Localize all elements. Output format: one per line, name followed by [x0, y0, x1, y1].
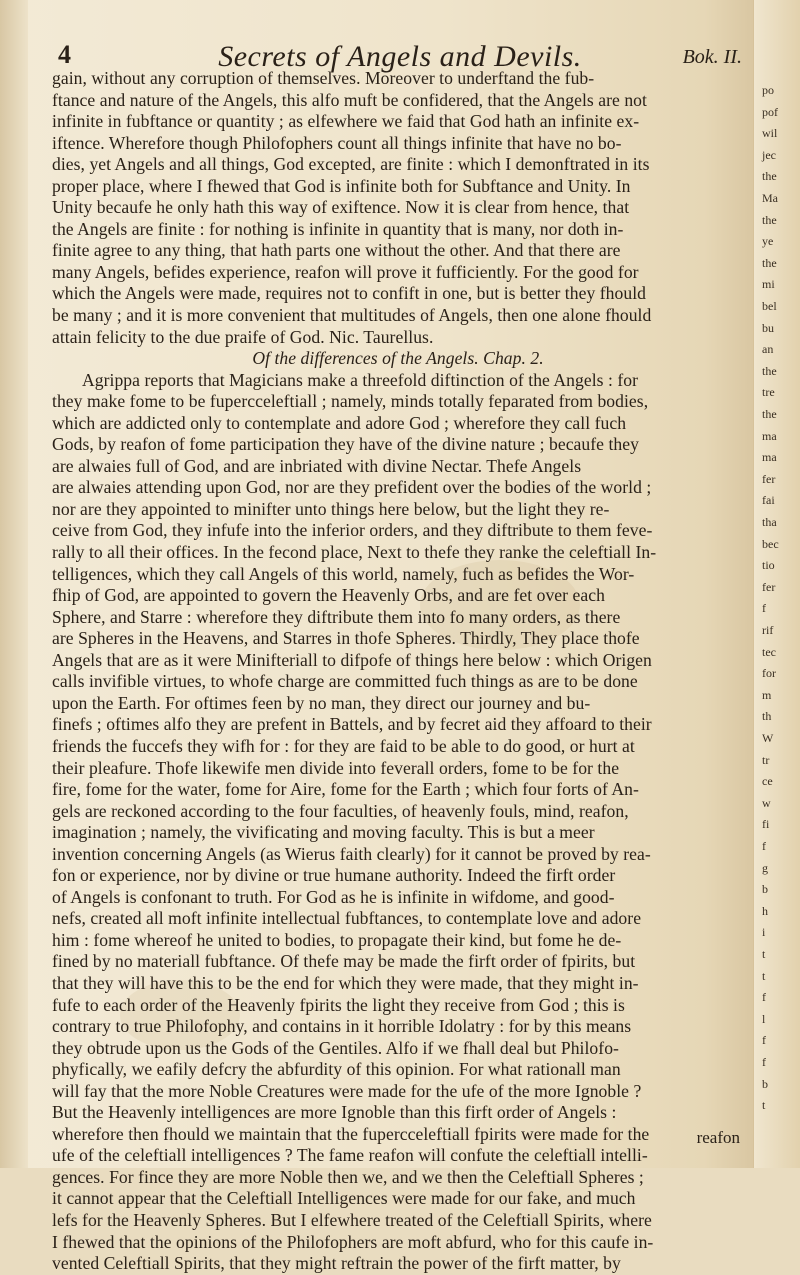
- text-line: ceive from God, they infufe into the inferior orders, and they diftribute to them feve-: [52, 520, 653, 541]
- margin-fragment: tec: [762, 644, 776, 659]
- page-body-text: [52, 68, 744, 1275]
- text-line: their pleafure. Thofe likewife men divide into feverall orders, fome to be for the: [52, 757, 620, 778]
- text-line: many Angels, befides experience, reafon will prove it fufficiently. For the good for: [52, 261, 639, 282]
- text-line: nefs, created all moft infinite intellectual fubftances, to contemplate love and adore: [52, 908, 642, 929]
- margin-fragment: t: [762, 947, 766, 961]
- text-line: are alwaies full of God, and are inbriated with divine Nectar. Thefe Angels: [52, 455, 582, 476]
- text-line: that they will have this to be the end for which they were made, that they might in-: [52, 972, 639, 993]
- margin-fragment: fi: [762, 817, 770, 832]
- chapter-heading: Of the differences of the Angels. Chap. 2.: [252, 348, 544, 369]
- margin-fragment: tr: [762, 752, 770, 767]
- text-line: contrary to true Philofophy, and contains in it horrible Idolatry : for by this means: [52, 1016, 632, 1037]
- text-line: attain felicity to the due praife of God. Nic. Taurellus.: [52, 326, 434, 347]
- text-line: which the Angels were made, requires not to confift in one, but is better they fhould: [52, 283, 646, 304]
- facing-page-margin: [753, 0, 800, 1168]
- margin-fragment: fer: [762, 471, 776, 486]
- margin-fragment: f: [762, 839, 766, 853]
- margin-fragment: the: [762, 363, 777, 378]
- text-line: nor are they appointed to minifter unto things here below, but the light they re-: [52, 498, 610, 519]
- margin-fragment: bec: [762, 536, 779, 551]
- margin-fragment: the: [762, 212, 777, 227]
- text-line: fined by no materiall fubftance. Of thefe may be made the firft order of fpirits, but: [52, 951, 636, 972]
- text-line: are Spheres in the Heavens, and Starres in thofe Spheres. Thirdly, They place thofe: [52, 628, 640, 649]
- text-line: wherefore then fhould we maintain that the fupercceleftiall fpirits were made for the: [52, 1123, 650, 1144]
- text-line: are alwaies attending upon God, nor are they prefident over the bodies of the world ;: [52, 477, 652, 498]
- margin-fragment: tio: [762, 558, 775, 573]
- text-line: Sphere, and Starre : wherefore they diftribute them into fo many orders, as there: [52, 606, 621, 627]
- margin-fragment: ma: [762, 428, 777, 443]
- margin-fragment: tha: [762, 515, 777, 529]
- margin-fragment: b: [762, 1076, 768, 1091]
- text-line: finite agree to any thing, that hath parts one without the other. And that there are: [52, 240, 621, 261]
- margin-fragment: ce: [762, 774, 773, 789]
- text-line: phyfically, we eafily defcry the abfurdity of this opinion. For what rationall man: [52, 1059, 621, 1080]
- text-line: calls invifible virtues, to whofe charge are committed fuch things as are to be done: [52, 671, 638, 692]
- margin-fragment: the: [762, 169, 777, 184]
- text-line: finefs ; oftimes alfo they are prefent in Battels, and by fecret aid they affoard to their: [52, 714, 652, 735]
- margin-fragment: b: [762, 882, 768, 897]
- page-number: 4: [58, 40, 71, 69]
- text-line: fon or experience, nor by divine or true humane authority. Indeed the firft order: [52, 865, 616, 886]
- text-line: imagination ; namely, the vivificating and moving faculty. This is but a meer: [52, 822, 595, 843]
- margin-fragment: Ma: [762, 191, 778, 205]
- text-line: proper place, where I fhewed that God is infinite both for Subftance and Unity. In: [52, 175, 631, 196]
- text-line: But the Heavenly intelligences are more Ignoble than this firft order of Angels :: [52, 1102, 617, 1123]
- text-line: Unity becaufe he only hath this way of exiftence. Now it is clear from hence, that: [52, 197, 630, 218]
- margin-fragment: f: [762, 990, 766, 1005]
- text-line: fire, fome for the water, fome for Aire, fome for the Earth ; which four forts of An-: [52, 779, 639, 800]
- margin-fragment: t: [762, 968, 766, 983]
- margin-fragment: w: [762, 795, 771, 810]
- margin-fragment: rif: [762, 623, 774, 637]
- text-line: I fhewed that the opinions of the Philofophers are moft abfurd, who for this caufe in-: [52, 1231, 654, 1252]
- margin-fragment: h: [762, 903, 768, 918]
- text-line: dies, yet Angels and all things, God excepted, are finite : which I demonftrated in its: [52, 154, 650, 175]
- margin-fragment: the: [762, 255, 777, 270]
- margin-fragment: for: [762, 666, 776, 681]
- margin-fragment: i: [762, 925, 766, 940]
- margin-fragment: th: [762, 709, 772, 724]
- text-line: infinite in fubftance or quantity ; as elfewhere we faid that God hath an infinite ex-: [52, 111, 640, 132]
- text-line: rally to all their offices. In the fecond place, Next to thefe they ranke the celeftiall In-: [52, 542, 657, 563]
- text-line: fhip of God, are appointed to govern the Heavenly Orbs, and are fet over each: [52, 585, 605, 606]
- book-reference: Bok. II.: [682, 46, 742, 68]
- margin-fragment: fer: [762, 579, 776, 594]
- text-line: Gods, by reafon of fome participation they have of the divine nature ; becaufe they: [52, 434, 639, 455]
- catchword: reafon: [696, 1128, 740, 1147]
- margin-fragment: po: [762, 83, 774, 97]
- text-line: of Angels is confonant to truth. For God as he is infinite in wifdome, and good-: [52, 886, 615, 907]
- text-line: ufe of the celeftiall intelligences ? The fame reafon will confute the celeftiall intelli-: [52, 1145, 648, 1166]
- margin-fragment: the: [762, 407, 777, 421]
- margin-fragment: pof: [762, 104, 778, 119]
- margin-fragment: f: [762, 1055, 766, 1069]
- text-line: invention concerning Angels (as Wierus faith clearly) for it cannot be proved by rea-: [52, 843, 651, 864]
- text-line: lefs for the Heavenly Spheres. But I elfewhere treated of the Celeftiall Spirits, where: [52, 1209, 652, 1230]
- text-line: vented Celeftiall Spirits, that they might reftrain the power of the firft matter, by: [52, 1253, 621, 1274]
- text-line: friends the fuccefs they wifh for : for they are faid to be able to do good, or hurt at: [52, 735, 635, 756]
- margin-fragment: W: [762, 731, 774, 745]
- running-title: Secrets of Angels and Devils.: [218, 40, 582, 73]
- margin-fragment: f: [762, 601, 766, 616]
- margin-fragment: bu: [762, 320, 774, 335]
- margin-fragment: ye: [762, 234, 774, 249]
- text-line: gels are reckoned according to the four faculties, of heavenly fouls, mind, reafon,: [52, 800, 629, 821]
- margin-fragment: mi: [762, 277, 775, 292]
- margin-fragment: g: [762, 860, 768, 875]
- text-line: gain, without any corruption of themselves. Moreover to underftand the fub-: [52, 68, 595, 88]
- text-line: fufe to each order of the Heavenly fpirits the light they receive from God ; this is: [52, 994, 625, 1015]
- text-line: they make fome to be fupercceleftiall ; namely, minds totally feparated from bodies,: [52, 391, 649, 412]
- text-line: ftance and nature of the Angels, this alfo muft be confidered, that the Angels are not: [52, 89, 647, 110]
- margin-fragment: fai: [762, 493, 775, 508]
- text-line: Agrippa reports that Magicians make a threefold diftinction of the Angels : for: [82, 369, 639, 390]
- text-line: upon the Earth. For oftimes feen by no man, they direct our journey and bu-: [52, 692, 591, 713]
- text-line: Angels that are as it were Minifteriall to difpofe of things here below : which Origen: [52, 649, 652, 670]
- margin-fragment: l: [762, 1011, 766, 1026]
- text-line: it cannot appear that the Celeftiall Intelligences were made for our fake, and much: [52, 1188, 636, 1209]
- margin-fragment: f: [762, 1033, 766, 1048]
- margin-fragment: jec: [762, 147, 776, 162]
- binding-gutter: [0, 0, 28, 1168]
- text-line: be many ; and it is more convenient that multitudes of Angels, then one alone fhould: [52, 305, 652, 326]
- margin-fragment: t: [762, 1098, 766, 1113]
- text-line: they obtrude upon us the Gods of the Gentiles. Alfo if we fhall deal but Philofo-: [52, 1037, 619, 1058]
- margin-fragment: tre: [762, 385, 775, 400]
- margin-fragment: m: [762, 687, 772, 702]
- text-line: the Angels are finite : for nothing is infinite in quantity that is many, nor doth in-: [52, 218, 624, 239]
- text-line: which are addicted only to contemplate and adore God ; wherefore they call fuch: [52, 412, 627, 433]
- text-line: iftence. Wherefore though Philofophers count all things infinite that have no bo-: [52, 132, 622, 153]
- text-line: telligences, which they call Angels of this world, namely, fuch as befides the Wor-: [52, 563, 635, 584]
- margin-fragment: an: [762, 342, 774, 357]
- margin-fragment: ma: [762, 450, 777, 465]
- margin-fragment: bel: [762, 299, 777, 313]
- margin-fragment: wil: [762, 126, 778, 141]
- text-line: gences. For fince they are more Noble then we, and we then the Celeftiall Spheres ;: [52, 1166, 644, 1187]
- text-line: him : fome whereof he united to bodies, to propagate their kind, but fome he de-: [52, 929, 622, 950]
- text-line: will fay that the more Noble Creatures were made for the ufe of the more Ignoble ?: [52, 1080, 642, 1101]
